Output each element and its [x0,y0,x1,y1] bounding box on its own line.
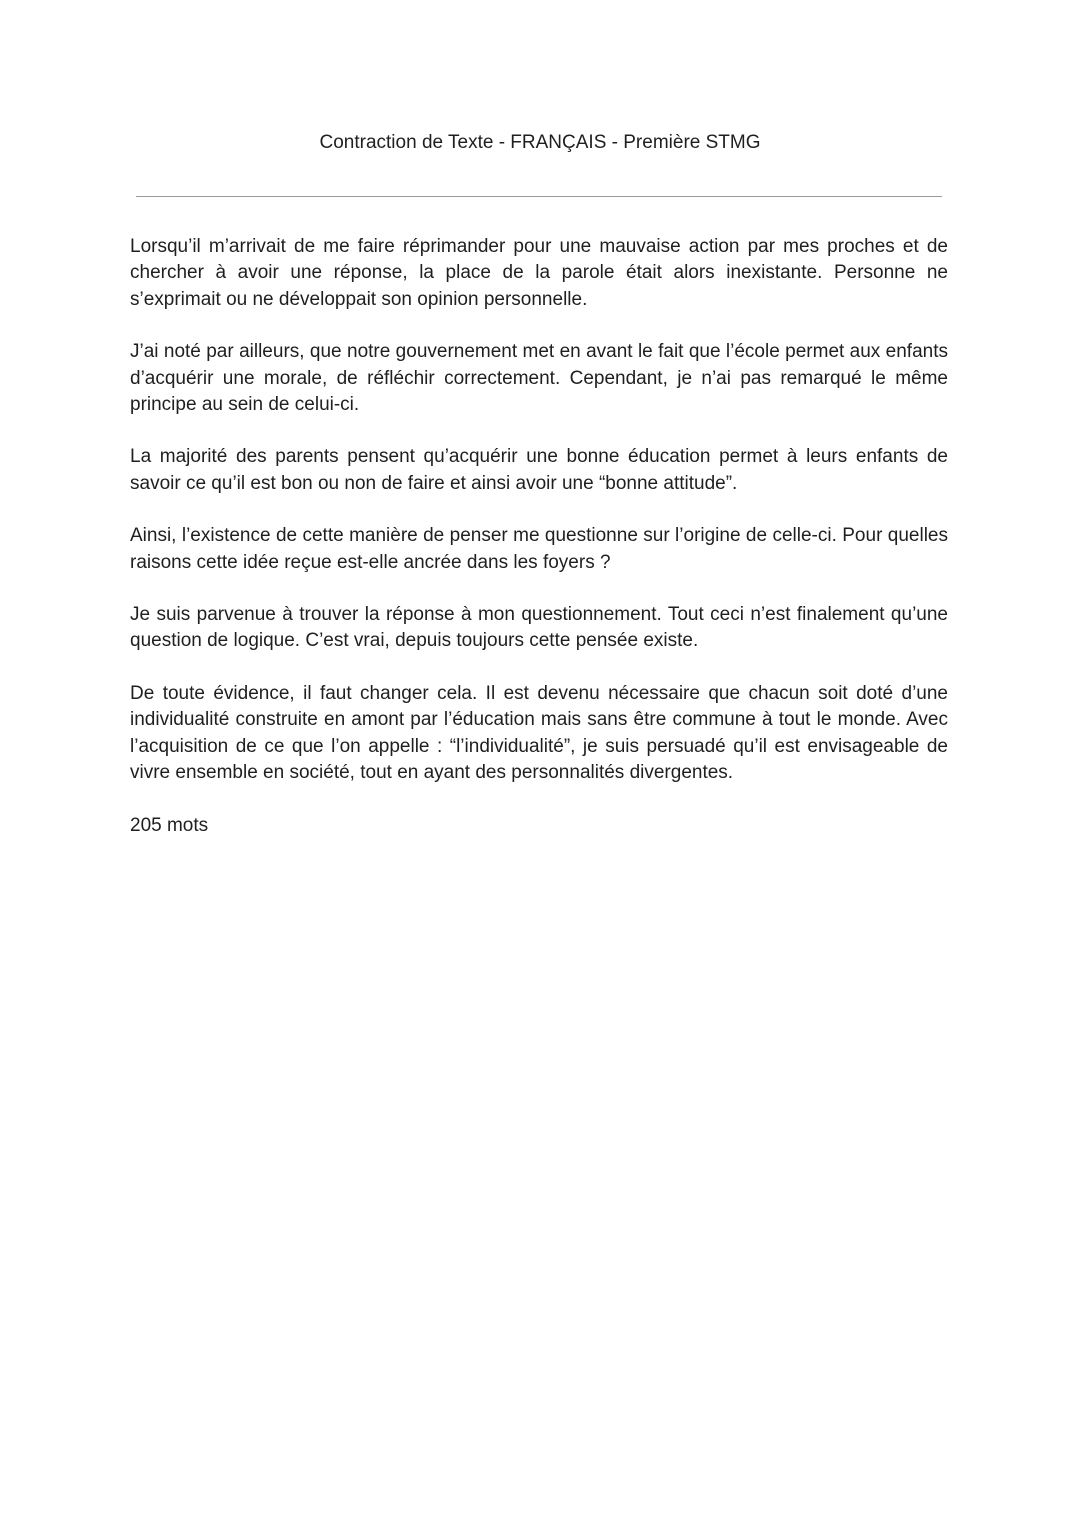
title-divider [136,196,942,197]
document-body [130,234,948,865]
paragraph-2: J’ai noté par ailleurs, que notre gouvernement met en avant le fait que l’école permet aux enfants d’acquérir une morale, de réfléchir correctement. Cependant, je n’ai pas remarqué le même principe au sein de celui-ci. [130,341,948,416]
page-title: Contraction de Texte - FRANÇAIS - Première STMG [319,132,761,153]
word-count: 205 mots [130,814,209,836]
paragraph-4: Ainsi, l’existence de cette manière de penser me questionne sur l’origine de celle-ci. Pour quelles raisons cette idée reçue est-elle ancrée dans les foyers ? [130,525,948,573]
paragraph-5: Je suis parvenue à trouver la réponse à mon questionnement. Tout ceci n’est finalement qu’une question de logique. C’est vrai, depuis toujours cette pensée existe. [130,604,948,652]
paragraph-3: La majorité des parents pensent qu’acquérir une bonne éducation permet à leurs enfants de savoir ce qu’il est bon ou non de faire et ainsi avoir une “bonne attitude”. [130,446,948,494]
paragraph-6: De toute évidence, il faut changer cela. Il est devenu nécessaire que chacun soit doté d’une individualité construite en amont par l’éducation mais sans être commune à tout le monde. Avec l’acquisition de ce que l’on appelle : “l’individualité”, je suis persuadé qu’il est envisageable de vivre ensemble en société, tout en ayant des personnalités divergentes. [130,682,948,784]
paragraph-1: Lorsqu’il m’arrivait de me faire réprimander pour une mauvaise action par mes proches et de chercher à avoir une réponse, la place de la parole était alors inexistante. Personne ne s’exprimait ou ne développait son opinion personnelle. [130,236,948,310]
